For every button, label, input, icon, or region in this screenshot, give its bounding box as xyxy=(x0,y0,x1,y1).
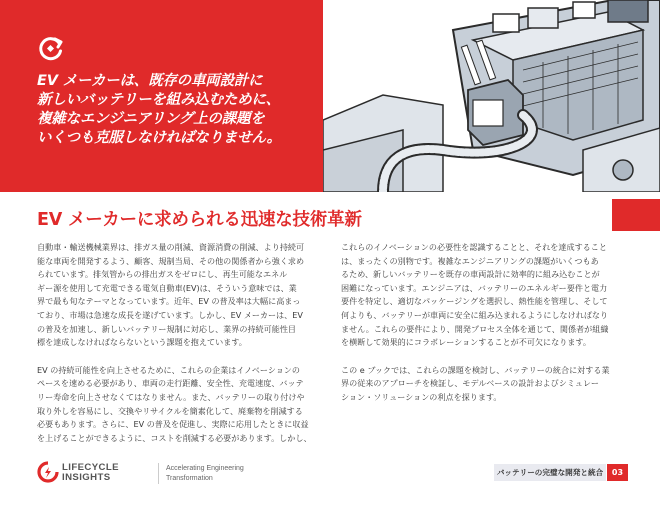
text-line: EV の持続可能性を向上させるために、これらの企業はイノベーションの xyxy=(37,364,300,375)
text-line: ギー源を使用して充電できる電気自動車(EV)は、そういう意味では、業 xyxy=(37,282,297,293)
paragraph xyxy=(37,241,321,350)
headline-line: いくつも克服しなければなりません。 xyxy=(37,130,281,146)
text-line: 要件を特定し、適切なパッケージングを選択し、熱性能を管理し、そして xyxy=(341,296,608,307)
text-line: の普及を加速し、新しいバッテリー規制に対応し、業界の持続可能性目 xyxy=(37,323,297,334)
page-number: 03 xyxy=(607,464,628,481)
cycle-arrow-icon xyxy=(37,34,65,62)
text-line: ペースを速める必要があり、車両の走行距離、安全性、充電速度、バッテ xyxy=(37,378,304,389)
paragraph xyxy=(341,241,625,350)
text-line: リー寿命を向上させなくてはなりません。また、バッテリーの取り付けや xyxy=(37,391,305,402)
paragraph xyxy=(37,364,321,446)
logo-line: INSIGHTS xyxy=(62,472,111,483)
headline-line: 新しいバッテリーを組み込むために、 xyxy=(37,92,281,108)
paragraph xyxy=(341,364,625,405)
logo-tagline xyxy=(166,464,244,483)
headline-line: EV メーカーは、既存の車両設計に xyxy=(37,73,263,89)
body-column-left xyxy=(37,241,321,459)
headline-line: 複雑なエンジニアリング上の課題を xyxy=(37,111,265,127)
text-line: ません。これらの要件により、開発プロセス全体を通じて、関係者が組織 xyxy=(341,323,609,334)
text-line: 何よりも、バッテリーが車両に安全に組み込まれるようにしなければなり xyxy=(341,309,609,320)
text-line: 能な車両を開発するよう、顧客、規制当局、その他の関係者から強く求め xyxy=(37,255,305,266)
headline-panel xyxy=(0,0,323,192)
text-line: 界の従来のアプローチを検証し、モデルベースの設計およびシミュレー xyxy=(341,378,600,389)
text-line: 標を達成しなければならないという課題を抱えています。 xyxy=(37,337,247,348)
text-line: 取り外しを容易にし、交換やリサイクルを簡素化して、廃棄物を削減する xyxy=(37,405,303,416)
ev-battery-module-illustration xyxy=(323,0,660,192)
text-line: ており、市場は急速な成長を遂げています。しかし、EV メーカーは、EV xyxy=(37,309,303,320)
text-line: この e ブックでは、これらの課題を検討し、バッテリーの統合に対する業 xyxy=(341,364,610,375)
hero-banner xyxy=(0,0,660,192)
text-line: ション・ソリューションの利点を探ります。 xyxy=(341,391,502,402)
footer-title-badge: バッテリーの完璧な開発と統合 xyxy=(494,464,606,481)
tagline-line: Accelerating Engineering xyxy=(166,465,244,472)
text-line: 自動車・輸送機械業界は、排ガス量の削減、資源消費の削減、より持続可 xyxy=(37,242,305,252)
text-line: 界で最も旬なテーマとなっています。近年、EV の普及率は大幅に高まっ xyxy=(37,296,301,307)
text-line: を横断して効果的にコラボレーションすることが不可欠になります。 xyxy=(341,337,591,348)
text-line: るため、新しいバッテリーを既存の車両設計に効率的に組み込むことが xyxy=(341,269,600,280)
section-title: EV メーカーに求められる迅速な技術革新 xyxy=(37,210,362,230)
text-line: これらのイノベーションの必要性を認識することと、それを達成すること xyxy=(341,242,607,252)
text-line: 困難になっています。エンジニアは、バッテリーのエネルギー要件と電力 xyxy=(341,282,608,293)
text-line: られています。排気管からの排出ガスをゼロにし、再生可能なエネル xyxy=(37,269,288,280)
text-line: は、まったくの別物です。複雑なエンジニアリングの課題がいくつもあ xyxy=(341,255,599,266)
text-line: を上げることができるように、コストを削減する必要があります。しかし、 xyxy=(37,432,312,443)
body-column-right xyxy=(341,241,625,419)
section-tab-marker xyxy=(612,199,660,231)
lifecycle-insights-logo-icon xyxy=(37,461,59,483)
logo-wordmark xyxy=(62,463,119,483)
tagline-line: Transformation xyxy=(166,474,213,482)
text-line: 必要もあります。さらに、EV の普及を促進し、実際に応用したときに収益 xyxy=(37,419,309,430)
logo-line: LIFECYCLE xyxy=(62,462,119,473)
logo-divider xyxy=(158,463,159,484)
hero-headline xyxy=(37,72,313,148)
